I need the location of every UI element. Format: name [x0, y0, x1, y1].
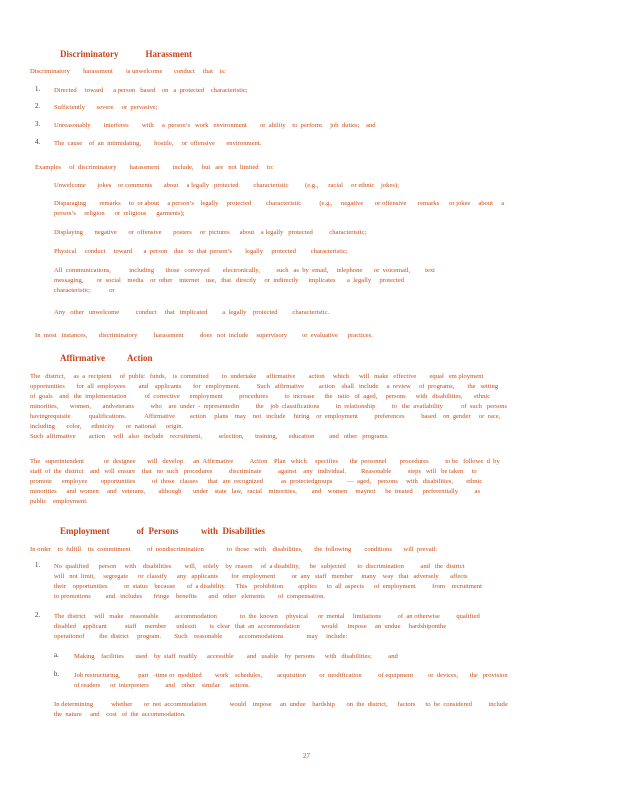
affirm-p1-line-4: minorities, women, andveterans who are under - representedin the job classifications in relationship to the availability of such persons — [30, 403, 508, 410]
determining-line-2: the nature and cost of the accommodation. — [54, 711, 186, 718]
discrim-item-4: The cause of an intimidating, hostile, or offensive environment. — [54, 140, 262, 147]
bullet-3: Displaying negative or offensive posters or pictures about a legally protected characteristic; — [54, 229, 367, 236]
heading-affirmative-action: Affirmative Action — [60, 353, 153, 363]
discrim-item-2: Sufficiently severe or pervasive; — [54, 104, 158, 111]
employ-item-1-line-4: to promotions and includes fringe benefits and other elements of compensation. — [54, 593, 326, 600]
bullet-2-line-2: person’s religion or religious garments); — [54, 210, 185, 217]
employ-item-1-line-2: will not limit, segregate or classify any applicants for employment or any staff member inany way that adversely affects — [54, 573, 468, 580]
heading-discriminatory-harassment: Discriminatory Harassment — [60, 49, 192, 59]
bullet-6: Any other unwelcome conduct that implicated a legally protected characteristic. — [54, 309, 330, 316]
employ-item-1-line-3: their opportunities or status because of a disability. This prohibition applies to all aspects of employment from recruitment — [54, 583, 482, 590]
sub-b-line-1: Job restructuring, part -time or modified work schedules, acquisition or modification of equipment or devices, the provision — [74, 672, 508, 679]
affirm-p1-line-2: opportunities for all employees and applicants for employment. Such affirmative action shall include a review of programs, the setting — [30, 383, 499, 390]
employ-item-2-line-3: operationof the district program. Such reasonable accommodations may include: — [54, 633, 348, 640]
employ-item-2-number: 2. — [35, 612, 41, 619]
employ-intro: In order to fulfill its commitment of nondiscrimination to those with disabilities, the following conditions will prevail: — [30, 546, 438, 553]
discrim-item-1: Directed toward a person based on a protected characteristic; — [54, 87, 248, 94]
discrim-item-3-number: 3. — [35, 121, 41, 128]
discrim-closing: In most instances, discriminatory harassment does not include supervisory or evaluative practices. — [35, 332, 373, 339]
examples-intro: Examples of discriminatory harassment include, but are not limited to: — [35, 164, 274, 171]
affirm-p2-line-4: minorities and women and veterans, although under state law, racial minorities, and women maynot be treated preferentially as — [30, 488, 481, 495]
discrim-item-3: Unreasonably interferes with a person’s work environment or ability to perform job duties; and — [54, 122, 376, 129]
bullet-4: Physical conduct toward a person due to that person’s legally protected characteristic; — [54, 248, 348, 255]
affirm-p2-line-2: staff of the district and will ensure that no such procedures discriminate against any individual. Reasonable steps will be taken to — [30, 468, 477, 475]
bullet-5-line-1: All communications, including those conveyed electronically, such as by email, telephone or voicemail, text — [54, 267, 436, 274]
bullet-5-line-2: messaging, or social media or other internet use, that directly or indirectly implicates a legally protected — [54, 277, 404, 284]
affirm-p1-line-5: havingrequisite qualifications. Affirmative action plans may not include hiring or employment preferences based on gender or race, — [30, 413, 501, 420]
affirm-p2-line-1: The superintendent or designee will develop an Affirmative Action Plan which specifies the personnel procedures to be followe d by — [30, 458, 500, 465]
affirm-p2-line-5: public employment. — [30, 498, 88, 505]
discrim-item-4-number: 4. — [35, 139, 41, 146]
affirm-p2-line-3: promote employee opportunities of those classes that are recognized as protectedgroups — aged, persons with disabilities, ethnic — [30, 478, 483, 485]
affirm-p1-line-6: including color, ethnicity or national origin. — [30, 423, 184, 430]
page-number: 27 — [303, 752, 310, 760]
affirm-p1-line-3: of goals and the implementation of corrective employment procedures to increase the ratio of aged, persons with disabilities, ethnic — [30, 393, 491, 400]
sub-a: Making facilities used by staff readily accessible and usable by persons with disabilities; and — [74, 653, 398, 660]
affirm-p1-line-1: The district, as a recipient of public funds, is committed to undertake affirmative action which will make effective equal em ployment — [30, 373, 484, 380]
employ-item-2-line-1: The district will make reasonable accommodation to the known physical or mental limitations of an otherwise qualified — [54, 613, 480, 620]
affirm-p1-line-7: Such affirmative action will also include recruitment, selection, training, education and other programs. — [30, 433, 389, 440]
bullet-1: Unwelcome jokes or comments about a legally protected characteristic (e.g., racial or ethnic jokes); — [54, 182, 399, 189]
employ-item-1-line-1: No qualified person with disabilities will, solely by reason of a disability, be subjected to discrimination and the district — [54, 563, 465, 570]
sub-b-label: b. — [54, 671, 60, 678]
sub-a-label: a. — [54, 652, 59, 659]
discrim-item-1-number: 1. — [35, 86, 41, 93]
sub-b-line-2: of readers or interpreters and other similar actions. — [74, 682, 251, 689]
heading-employment-disabilities: Employment of Persons with Disabilities — [60, 526, 266, 536]
bullet-5-line-3: characteristic; or — [54, 287, 115, 294]
employ-item-1-number: 1. — [35, 562, 41, 569]
discrim-item-2-number: 2. — [35, 103, 41, 110]
employ-item-2-line-2: disabled applicant staff member unlessit is clear that an accommodation would impose an undue hardshiponthe — [54, 623, 447, 630]
bullet-2-line-1: Disparaging remarks to or about a person’s legally protected characteristic (e.g., negative or offensive remarks or jokes about a — [54, 200, 505, 207]
determining-line-1: In determining whether or not accommodation would impose an undue hardship on the district, factors to be considered include — [54, 701, 508, 708]
discrim-intro: Discriminatory harassment is unwelcome conduct that is: — [30, 68, 226, 75]
